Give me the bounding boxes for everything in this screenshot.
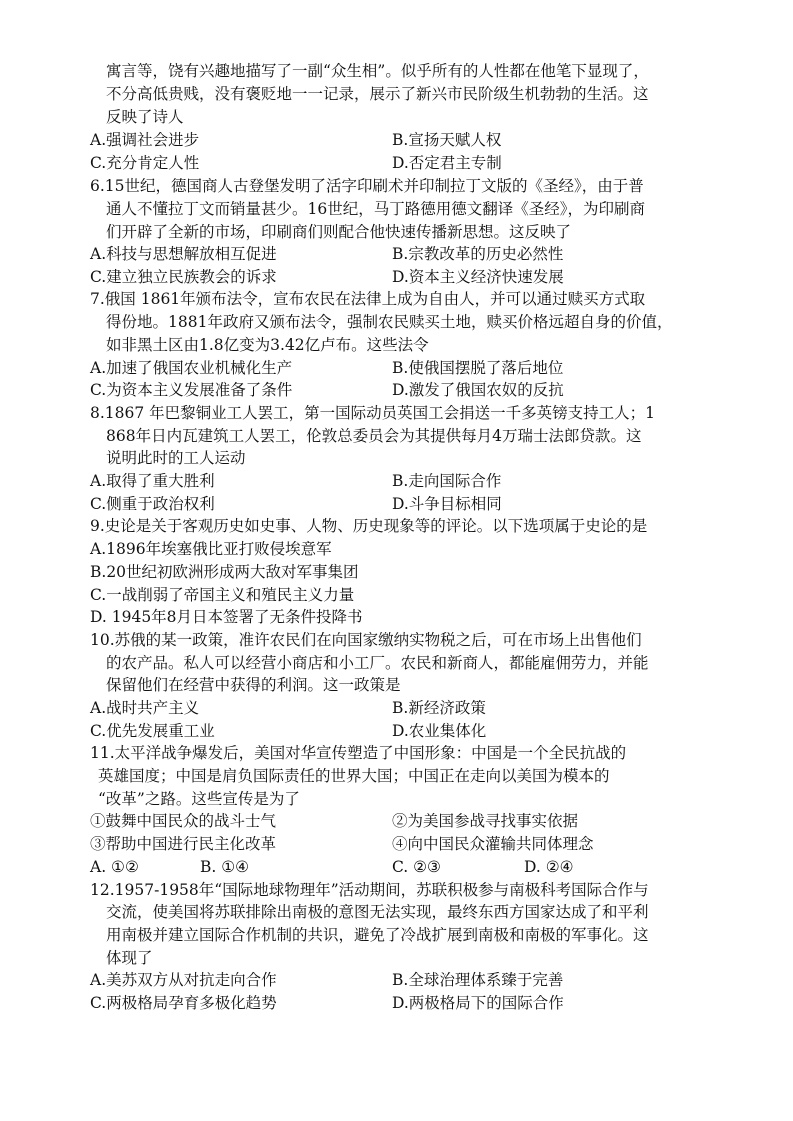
q7-option-d[interactable]: D.激发了俄国农奴的反抗 [392,381,564,399]
q12-option-a[interactable]: A.美苏双方从对抗走向合作 [90,971,277,989]
q6-option-a[interactable]: A.科技与思想解放相互促进 [90,245,277,263]
q6-option-b[interactable]: B.宗教改革的历史必然性 [392,245,564,263]
q7-stem-line-3: 如非黑土区由1.8亿变为3.42亿卢布。这些法令 [106,336,429,354]
q5-stem-line-1: 寓言等，饶有兴趣地描写了一副“众生相”。似乎所有的人性都在他笔下显现了， [106,62,649,80]
q7-option-b[interactable]: B.使俄国摆脱了落后地位 [392,359,564,377]
q7-option-a[interactable]: A.加速了俄国农业机械化生产 [90,359,293,377]
q7-stem-line-1: 7.俄国 1861年颁布法令，宣布农民在法律上成为自由人，并可以通过赎买方式取 [90,290,646,308]
q5-stem-line-2: 不分高低贵贱，没有褒贬地一一记录，展示了新兴市民阶级生机勃勃的生活。这 [106,85,649,103]
q9-stem-line-1: 9.史论是关于客观历史如史事、人物、历史现象等的评论。以下选项属于史论的是 [90,517,648,535]
q11-stem-line-1: 11.太平洋战争爆发后，美国对华宣传塑造了中国形象：中国是一个全民抗战的 [90,744,627,762]
q11-option-c[interactable]: C. ②③ [392,858,441,876]
q11-item-4: ④向中国民众灌输共同体理念 [392,835,594,853]
q10-stem-line-2: 的农产品。私人可以经营小商店和小工厂。农民和新商人，都能雇佣劳力，并能 [106,654,649,672]
q9-option-c[interactable]: C.一战削弱了帝国主义和殖民主义力量 [90,586,355,604]
q12-option-c[interactable]: C.两极格局孕育多极化趋势 [90,994,277,1012]
q12-stem-line-3: 用南极并建立国际合作机制的共识，避免了冷战扩展到南极和南极的军事化。这 [106,926,649,944]
q12-stem-line-2: 交流，使美国将苏联排除出南极的意图无法实现，最终东西方国家达成了和平利 [106,903,649,921]
q8-option-d[interactable]: D.斗争目标相同 [392,495,502,513]
q11-item-3: ③帮助中国进行民主化改革 [90,835,277,853]
q11-item-2: ②为美国参战寻找事实依据 [392,812,579,830]
q5-stem-line-3: 反映了诗人 [106,108,184,126]
q6-stem-line-2: 通人不懂拉丁文而销量甚少。16世纪，马丁路德用德文翻译《圣经》，为印刷商 [106,200,645,218]
q7-option-c[interactable]: C.为资本主义发展准备了条件 [90,381,293,399]
q12-stem-line-4: 体现了 [106,949,153,967]
q10-option-d[interactable]: D.农业集体化 [392,722,487,740]
q11-stem-line-3: “改革”之路。这些宣传是为了 [98,790,300,808]
q11-option-a[interactable]: A. ①② [90,858,139,876]
q8-stem-line-1: 8.1867 年巴黎铜业工人罢工，第一国际动员英国工会捐送一千多英镑支持工人；1 [90,404,656,422]
q8-stem-line-3: 说明此时的工人运动 [106,449,246,467]
q12-stem-line-1: 12.1957-1958年“国际地球物理年”活动期间，苏联积极参与南极科考国际合作与 [90,881,649,899]
q10-stem-line-1: 10.苏俄的某一政策，准许农民们在向国家缴纳实物税之后，可在市场上出售他们 [90,631,642,649]
q10-stem-line-3: 保留他们在经营中获得的利润。这一政策是 [106,676,401,694]
q7-stem-line-2: 得份地。1881年政府又颁布法令，强制农民赎买土地，赎买价格远超自身的价值， [106,313,673,331]
q8-option-b[interactable]: B.走向国际合作 [392,472,502,490]
q6-stem-line-3: 们开辟了全新的市场，印刷商们则配合他快速传播新思想。这反映了 [106,223,572,241]
q11-option-d[interactable]: D. ②④ [524,858,574,876]
q5-option-b[interactable]: B.宣扬天赋人权 [392,131,502,149]
q8-stem-line-2: 868年日内瓦建筑工人罢工，伦敦总委员会为其提供每月4万瑞士法郎贷款。这 [106,427,642,445]
q6-option-c[interactable]: C.建立独立民族教会的诉求 [90,268,277,286]
q11-stem-line-2: 英雄国度；中国是肩负国际责任的世界大国；中国正在走向以美国为模本的 [98,767,610,785]
q10-option-a[interactable]: A.战时共产主义 [90,699,200,717]
q8-option-c[interactable]: C.侧重于政治权利 [90,495,215,513]
q6-stem-line-1: 6.15世纪，德国商人古登堡发明了活字印刷术并印制拉丁文版的《圣经》，由于普 [90,177,644,195]
q10-option-b[interactable]: B.新经济政策 [392,699,486,717]
q9-option-b[interactable]: B.20世纪初欧洲形成两大敌对军事集团 [90,563,359,581]
q9-option-a[interactable]: A.1896年埃塞俄比亚打败侵埃意军 [90,540,332,558]
q5-option-d[interactable]: D.否定君主专制 [392,154,502,172]
q5-option-c[interactable]: C.充分肯定人性 [90,154,200,172]
q12-option-b[interactable]: B.全球治理体系臻于完善 [392,971,564,989]
q6-option-d[interactable]: D.资本主义经济快速发展 [392,268,564,286]
q10-option-c[interactable]: C.优先发展重工业 [90,722,215,740]
q5-option-a[interactable]: A.强调社会进步 [90,131,200,149]
q9-option-d[interactable]: D. 1945年8月日本签署了无条件投降书 [90,608,363,626]
q11-option-b[interactable]: B. ①④ [200,858,250,876]
q8-option-a[interactable]: A.取得了重大胜利 [90,472,215,490]
q12-option-d[interactable]: D.两极格局下的国际合作 [392,994,564,1012]
q11-item-1: ①鼓舞中国民众的战斗士气 [90,812,277,830]
